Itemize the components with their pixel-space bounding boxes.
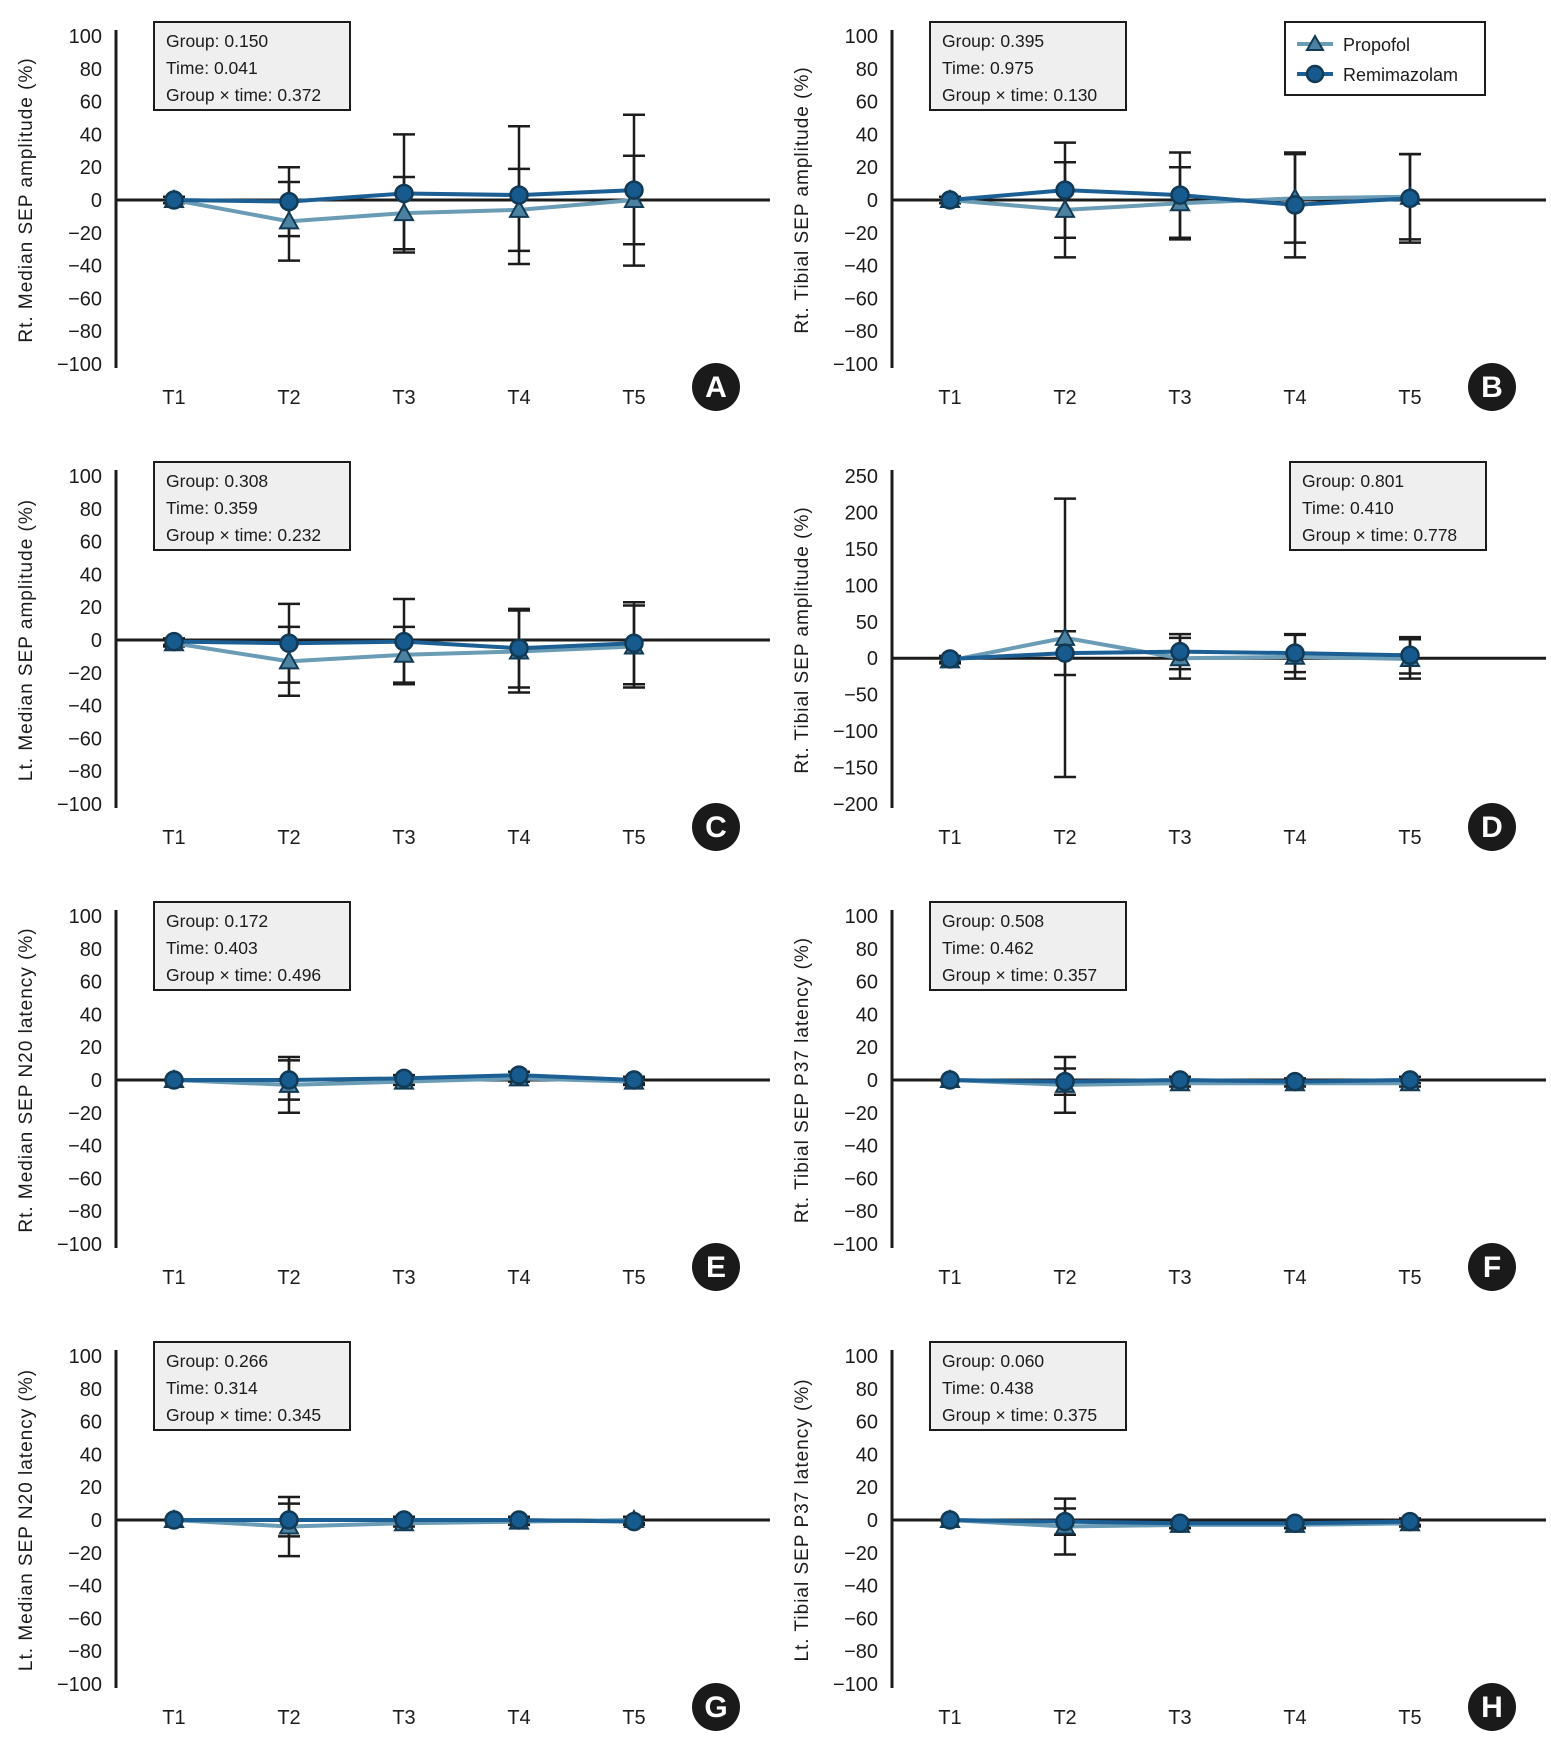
panel-C bbox=[0, 440, 776, 880]
stats-line: Group × time: 0.372 bbox=[166, 85, 322, 105]
x-tick-label: T5 bbox=[1398, 1267, 1422, 1289]
x-tick-labels bbox=[162, 387, 645, 409]
y-tick-labels bbox=[833, 466, 878, 816]
y-tick-label: −60 bbox=[844, 1608, 878, 1631]
y-tick-label: −40 bbox=[844, 1135, 878, 1158]
y-tick-label: 100 bbox=[68, 26, 102, 48]
x-tick-labels bbox=[162, 1267, 645, 1289]
stats-line: Time: 0.438 bbox=[942, 1378, 1034, 1398]
panel-badge bbox=[1468, 1243, 1516, 1291]
remimazolam-marker bbox=[1402, 1513, 1419, 1530]
panel-H bbox=[776, 1320, 1551, 1760]
remimazolam-marker bbox=[1172, 187, 1189, 204]
x-tick-label: T3 bbox=[1168, 387, 1192, 409]
x-tick-label: T3 bbox=[1168, 1707, 1192, 1729]
x-tick-label: T1 bbox=[162, 827, 186, 849]
stats-line: Group: 0.266 bbox=[166, 1351, 269, 1371]
x-tick-label: T4 bbox=[507, 827, 531, 849]
legend-remimazolam-circle-icon bbox=[1307, 66, 1323, 82]
remimazolam-marker bbox=[942, 1512, 959, 1529]
panel-C-chart bbox=[0, 440, 775, 880]
stats-box bbox=[154, 462, 350, 550]
stats-line: Group: 0.172 bbox=[166, 911, 269, 931]
stats-line: Time: 0.041 bbox=[166, 58, 258, 78]
y-tick-labels bbox=[57, 906, 102, 1256]
panel-G bbox=[0, 1320, 776, 1760]
panel-F bbox=[776, 880, 1551, 1320]
legend-remimazolam-label: Remimazolam bbox=[1343, 65, 1459, 85]
stats-box bbox=[154, 22, 350, 110]
y-tick-label: −60 bbox=[844, 288, 878, 311]
panel-badge-letter: E bbox=[705, 1251, 727, 1284]
y-tick-label: 60 bbox=[79, 971, 102, 994]
stats-line: Time: 0.410 bbox=[1302, 498, 1394, 518]
remimazolam-marker bbox=[511, 187, 528, 204]
stats-line: Group × time: 0.345 bbox=[166, 1405, 322, 1425]
panel-badge-letter: H bbox=[1481, 1691, 1503, 1724]
y-tick-label: 80 bbox=[79, 58, 102, 81]
remimazolam-marker bbox=[1057, 182, 1074, 199]
y-tick-label: −100 bbox=[832, 354, 878, 376]
stats-line: Group × time: 0.357 bbox=[942, 965, 1098, 985]
y-tick-label: 80 bbox=[855, 1378, 878, 1401]
y-tick-label: 100 bbox=[844, 906, 878, 928]
x-tick-labels bbox=[938, 827, 1421, 849]
remimazolam-marker bbox=[281, 635, 298, 652]
x-tick-labels bbox=[162, 1707, 645, 1729]
y-tick-label: −40 bbox=[68, 1135, 102, 1158]
y-tick-label: 40 bbox=[855, 1004, 878, 1027]
y-tick-label: −20 bbox=[68, 662, 102, 685]
y-tick-labels bbox=[833, 906, 878, 1256]
stats-line: Group × time: 0.375 bbox=[942, 1405, 1098, 1425]
y-tick-label: −60 bbox=[68, 1168, 102, 1191]
y-tick-label: 40 bbox=[79, 564, 102, 587]
panel-badge-letter: G bbox=[704, 1691, 728, 1724]
x-tick-label: T4 bbox=[507, 387, 531, 409]
y-tick-label: 80 bbox=[855, 58, 878, 81]
remimazolam-marker bbox=[396, 1512, 413, 1529]
y-tick-label: −40 bbox=[68, 1575, 102, 1598]
y-tick-label: 100 bbox=[68, 1346, 102, 1368]
panel-badge-letter: A bbox=[705, 371, 727, 404]
y-tick-label: 20 bbox=[79, 597, 102, 620]
stats-box bbox=[930, 1342, 1126, 1430]
y-tick-label: 0 bbox=[866, 1510, 878, 1532]
remimazolam-marker bbox=[166, 633, 183, 650]
x-tick-label: T5 bbox=[622, 1707, 646, 1729]
legend-propofol-label: Propofol bbox=[1343, 35, 1411, 55]
panel-A bbox=[0, 0, 776, 440]
panel-badge bbox=[692, 1683, 740, 1731]
y-axis-title: Rt. Tibial SEP amplitude (%) bbox=[792, 66, 813, 334]
y-tick-label: −20 bbox=[68, 222, 102, 245]
y-tick-label: 80 bbox=[79, 1378, 102, 1401]
y-tick-label: −100 bbox=[832, 1674, 878, 1696]
remimazolam-marker bbox=[1172, 643, 1189, 660]
x-tick-label: T5 bbox=[622, 827, 646, 849]
y-tick-label: 100 bbox=[68, 906, 102, 928]
stats-line: Time: 0.314 bbox=[166, 1378, 258, 1398]
y-tick-label: −20 bbox=[68, 1542, 102, 1565]
y-tick-label: 20 bbox=[79, 157, 102, 180]
x-tick-label: T5 bbox=[1398, 827, 1422, 849]
panel-badge bbox=[692, 803, 740, 851]
remimazolam-marker bbox=[396, 1070, 413, 1087]
y-tick-label: 20 bbox=[855, 1477, 878, 1500]
y-tick-labels bbox=[833, 26, 878, 376]
remimazolam-marker bbox=[942, 650, 959, 667]
y-tick-label: 100 bbox=[844, 1346, 878, 1368]
x-tick-label: T4 bbox=[507, 1707, 531, 1729]
stats-line: Group × time: 0.778 bbox=[1302, 525, 1458, 545]
y-axis-title: Rt. Median SEP amplitude (%) bbox=[16, 57, 37, 343]
y-tick-label: 40 bbox=[855, 1444, 878, 1467]
x-tick-label: T2 bbox=[1053, 827, 1077, 849]
y-tick-label: 40 bbox=[79, 124, 102, 147]
panel-B-chart bbox=[776, 0, 1551, 440]
remimazolam-marker bbox=[1172, 1515, 1189, 1532]
y-tick-label: −60 bbox=[68, 1608, 102, 1631]
y-tick-label: 40 bbox=[79, 1444, 102, 1467]
y-tick-label: 250 bbox=[844, 466, 878, 488]
panel-badge bbox=[692, 1243, 740, 1291]
y-tick-label: 100 bbox=[844, 575, 878, 598]
remimazolam-marker bbox=[396, 633, 413, 650]
x-tick-labels bbox=[938, 387, 1421, 409]
remimazolam-marker bbox=[1287, 1515, 1304, 1532]
y-tick-label: 60 bbox=[855, 91, 878, 114]
x-tick-label: T4 bbox=[507, 1267, 531, 1289]
remimazolam-marker bbox=[511, 1067, 528, 1084]
x-tick-label: T4 bbox=[1283, 387, 1307, 409]
x-tick-label: T4 bbox=[1283, 1267, 1307, 1289]
panel-badge bbox=[1468, 363, 1516, 411]
y-tick-label: 60 bbox=[79, 531, 102, 554]
x-tick-label: T3 bbox=[392, 827, 416, 849]
x-tick-label: T4 bbox=[1283, 1707, 1307, 1729]
y-tick-label: 40 bbox=[855, 124, 878, 147]
stats-box bbox=[154, 1342, 350, 1430]
y-tick-label: −80 bbox=[68, 1641, 102, 1664]
y-tick-label: 0 bbox=[866, 190, 878, 212]
y-tick-label: 20 bbox=[79, 1037, 102, 1060]
remimazolam-marker bbox=[1287, 645, 1304, 662]
y-tick-label: 0 bbox=[90, 1510, 102, 1532]
y-tick-label: −100 bbox=[832, 1234, 878, 1256]
remimazolam-marker bbox=[166, 1072, 183, 1089]
y-tick-label: −80 bbox=[844, 1201, 878, 1224]
remimazolam-marker bbox=[1057, 645, 1074, 662]
remimazolam-marker bbox=[1402, 647, 1419, 664]
y-tick-label: −100 bbox=[832, 721, 878, 744]
panel-badge bbox=[1468, 803, 1516, 851]
y-tick-labels bbox=[57, 1346, 102, 1696]
stats-line: Group: 0.801 bbox=[1302, 471, 1405, 491]
y-tick-label: −80 bbox=[68, 321, 102, 344]
stats-line: Group × time: 0.496 bbox=[166, 965, 322, 985]
y-tick-label: 60 bbox=[855, 971, 878, 994]
stats-line: Group: 0.508 bbox=[942, 911, 1045, 931]
x-tick-label: T2 bbox=[1053, 1267, 1077, 1289]
x-tick-label: T5 bbox=[1398, 1707, 1422, 1729]
x-tick-label: T2 bbox=[277, 387, 301, 409]
remimazolam-marker bbox=[511, 640, 528, 657]
y-tick-label: 0 bbox=[90, 190, 102, 212]
stats-line: Group: 0.060 bbox=[942, 1351, 1045, 1371]
stats-line: Time: 0.462 bbox=[942, 938, 1034, 958]
y-tick-label: −80 bbox=[844, 321, 878, 344]
y-tick-label: −20 bbox=[68, 1102, 102, 1125]
legend bbox=[1285, 22, 1485, 95]
remimazolam-marker bbox=[1287, 1073, 1304, 1090]
x-tick-label: T1 bbox=[938, 1267, 962, 1289]
remimazolam-marker bbox=[166, 192, 183, 209]
panel-D bbox=[776, 440, 1551, 880]
panel-badge bbox=[1468, 1683, 1516, 1731]
stats-line: Group: 0.308 bbox=[166, 471, 269, 491]
stats-line: Group × time: 0.232 bbox=[166, 525, 322, 545]
panel-badge-letter: B bbox=[1481, 371, 1503, 404]
y-tick-label: −40 bbox=[68, 695, 102, 718]
x-tick-label: T2 bbox=[1053, 387, 1077, 409]
y-tick-label: −100 bbox=[56, 1674, 102, 1696]
stats-box bbox=[930, 902, 1126, 990]
x-tick-label: T1 bbox=[162, 1707, 186, 1729]
remimazolam-marker bbox=[1057, 1073, 1074, 1090]
x-tick-labels bbox=[938, 1267, 1421, 1289]
x-tick-label: T1 bbox=[938, 387, 962, 409]
y-tick-label: −40 bbox=[68, 255, 102, 278]
panel-badge-letter: D bbox=[1481, 811, 1503, 844]
y-axis-title: Rt. Tibial SEP P37 latency (%) bbox=[792, 936, 813, 1224]
stats-line: Group: 0.395 bbox=[942, 31, 1045, 51]
y-tick-labels bbox=[833, 1346, 878, 1696]
y-tick-labels bbox=[57, 466, 102, 816]
x-tick-label: T5 bbox=[622, 1267, 646, 1289]
remimazolam-marker bbox=[942, 1072, 959, 1089]
stats-line: Time: 0.975 bbox=[942, 58, 1034, 78]
y-tick-label: −60 bbox=[844, 1168, 878, 1191]
stats-box bbox=[154, 902, 350, 990]
y-axis-title: Lt. Median SEP N20 latency (%) bbox=[16, 1368, 37, 1672]
y-tick-label: 80 bbox=[79, 938, 102, 961]
y-axis-title: Lt. Median SEP amplitude (%) bbox=[16, 498, 37, 782]
y-tick-label: −80 bbox=[68, 761, 102, 784]
y-tick-label: 20 bbox=[855, 157, 878, 180]
panel-E-chart bbox=[0, 880, 775, 1320]
stats-line: Time: 0.359 bbox=[166, 498, 258, 518]
x-tick-label: T3 bbox=[392, 387, 416, 409]
y-tick-label: −60 bbox=[68, 728, 102, 751]
y-tick-label: 0 bbox=[90, 1070, 102, 1092]
x-tick-label: T5 bbox=[622, 387, 646, 409]
y-tick-label: 40 bbox=[79, 1004, 102, 1027]
y-tick-label: −100 bbox=[56, 1234, 102, 1256]
x-tick-label: T2 bbox=[277, 827, 301, 849]
y-tick-label: 60 bbox=[79, 1411, 102, 1434]
y-tick-label: 80 bbox=[855, 938, 878, 961]
y-axis-title: Rt. Median SEP N20 latency (%) bbox=[16, 927, 37, 1233]
y-axis-title: Rt. Tibial SEP amplitude (%) bbox=[792, 506, 813, 774]
stats-line: Group × time: 0.130 bbox=[942, 85, 1098, 105]
y-tick-label: 100 bbox=[68, 466, 102, 488]
y-tick-label: −50 bbox=[844, 684, 878, 707]
y-tick-label: 20 bbox=[855, 1037, 878, 1060]
x-tick-label: T3 bbox=[392, 1267, 416, 1289]
panel-G-chart bbox=[0, 1320, 775, 1760]
y-tick-label: 80 bbox=[79, 498, 102, 521]
x-tick-label: T1 bbox=[162, 387, 186, 409]
y-tick-label: −60 bbox=[68, 288, 102, 311]
x-tick-label: T3 bbox=[1168, 1267, 1192, 1289]
panel-F-chart bbox=[776, 880, 1551, 1320]
y-tick-label: 50 bbox=[855, 611, 878, 634]
remimazolam-marker bbox=[1057, 1513, 1074, 1530]
remimazolam-marker bbox=[281, 1512, 298, 1529]
remimazolam-marker bbox=[1287, 196, 1304, 213]
stats-box bbox=[930, 22, 1126, 110]
x-tick-label: T4 bbox=[1283, 827, 1307, 849]
remimazolam-marker bbox=[626, 635, 643, 652]
y-tick-label: −150 bbox=[832, 757, 878, 780]
y-tick-label: 0 bbox=[90, 630, 102, 652]
y-tick-label: −20 bbox=[844, 222, 878, 245]
x-tick-labels bbox=[162, 827, 645, 849]
panel-E bbox=[0, 880, 776, 1320]
panel-badge-letter: C bbox=[705, 811, 727, 844]
x-tick-label: T2 bbox=[277, 1267, 301, 1289]
y-tick-label: 60 bbox=[855, 1411, 878, 1434]
y-axis-title: Lt. Tibial SEP P37 latency (%) bbox=[792, 1378, 813, 1662]
remimazolam-marker bbox=[281, 193, 298, 210]
y-tick-label: −100 bbox=[56, 794, 102, 816]
y-tick-label: −80 bbox=[68, 1201, 102, 1224]
x-tick-label: T1 bbox=[938, 827, 962, 849]
y-tick-label: −20 bbox=[844, 1102, 878, 1125]
stats-line: Group: 0.150 bbox=[166, 31, 269, 51]
remimazolam-marker bbox=[396, 185, 413, 202]
remimazolam-marker bbox=[166, 1512, 183, 1529]
remimazolam-marker bbox=[626, 1513, 643, 1530]
remimazolam-marker bbox=[942, 192, 959, 209]
y-tick-label: −20 bbox=[844, 1542, 878, 1565]
panel-A-chart bbox=[0, 0, 775, 440]
x-tick-label: T1 bbox=[162, 1267, 186, 1289]
panel-badge bbox=[692, 363, 740, 411]
y-tick-label: 0 bbox=[866, 1070, 878, 1092]
x-tick-label: T5 bbox=[1398, 387, 1422, 409]
remimazolam-marker bbox=[626, 1072, 643, 1089]
panel-B bbox=[776, 0, 1551, 440]
y-tick-label: 0 bbox=[866, 648, 878, 671]
y-tick-label: 150 bbox=[844, 538, 878, 561]
x-tick-label: T1 bbox=[938, 1707, 962, 1729]
y-tick-label: −100 bbox=[56, 354, 102, 376]
y-tick-label: −200 bbox=[832, 794, 878, 816]
x-tick-label: T2 bbox=[277, 1707, 301, 1729]
panel-badge-letter: F bbox=[1482, 1251, 1502, 1284]
x-tick-label: T3 bbox=[392, 1707, 416, 1729]
x-tick-labels bbox=[938, 1707, 1421, 1729]
remimazolam-marker bbox=[511, 1512, 528, 1529]
panel-D-chart bbox=[776, 440, 1551, 880]
remimazolam-marker bbox=[1402, 190, 1419, 207]
y-tick-label: 200 bbox=[844, 502, 878, 525]
y-tick-label: −40 bbox=[844, 1575, 878, 1598]
remimazolam-marker bbox=[626, 182, 643, 199]
y-tick-label: −80 bbox=[844, 1641, 878, 1664]
y-tick-label: 60 bbox=[79, 91, 102, 114]
remimazolam-marker bbox=[1402, 1072, 1419, 1089]
y-tick-labels bbox=[57, 26, 102, 376]
remimazolam-marker bbox=[1172, 1072, 1189, 1089]
remimazolam-marker bbox=[281, 1072, 298, 1089]
x-tick-label: T3 bbox=[1168, 827, 1192, 849]
stats-box bbox=[1290, 462, 1486, 550]
stats-line: Time: 0.403 bbox=[166, 938, 258, 958]
y-tick-label: 100 bbox=[844, 26, 878, 48]
y-tick-label: −40 bbox=[844, 255, 878, 278]
panel-H-chart bbox=[776, 1320, 1551, 1760]
x-tick-label: T2 bbox=[1053, 1707, 1077, 1729]
y-tick-label: 20 bbox=[79, 1477, 102, 1500]
